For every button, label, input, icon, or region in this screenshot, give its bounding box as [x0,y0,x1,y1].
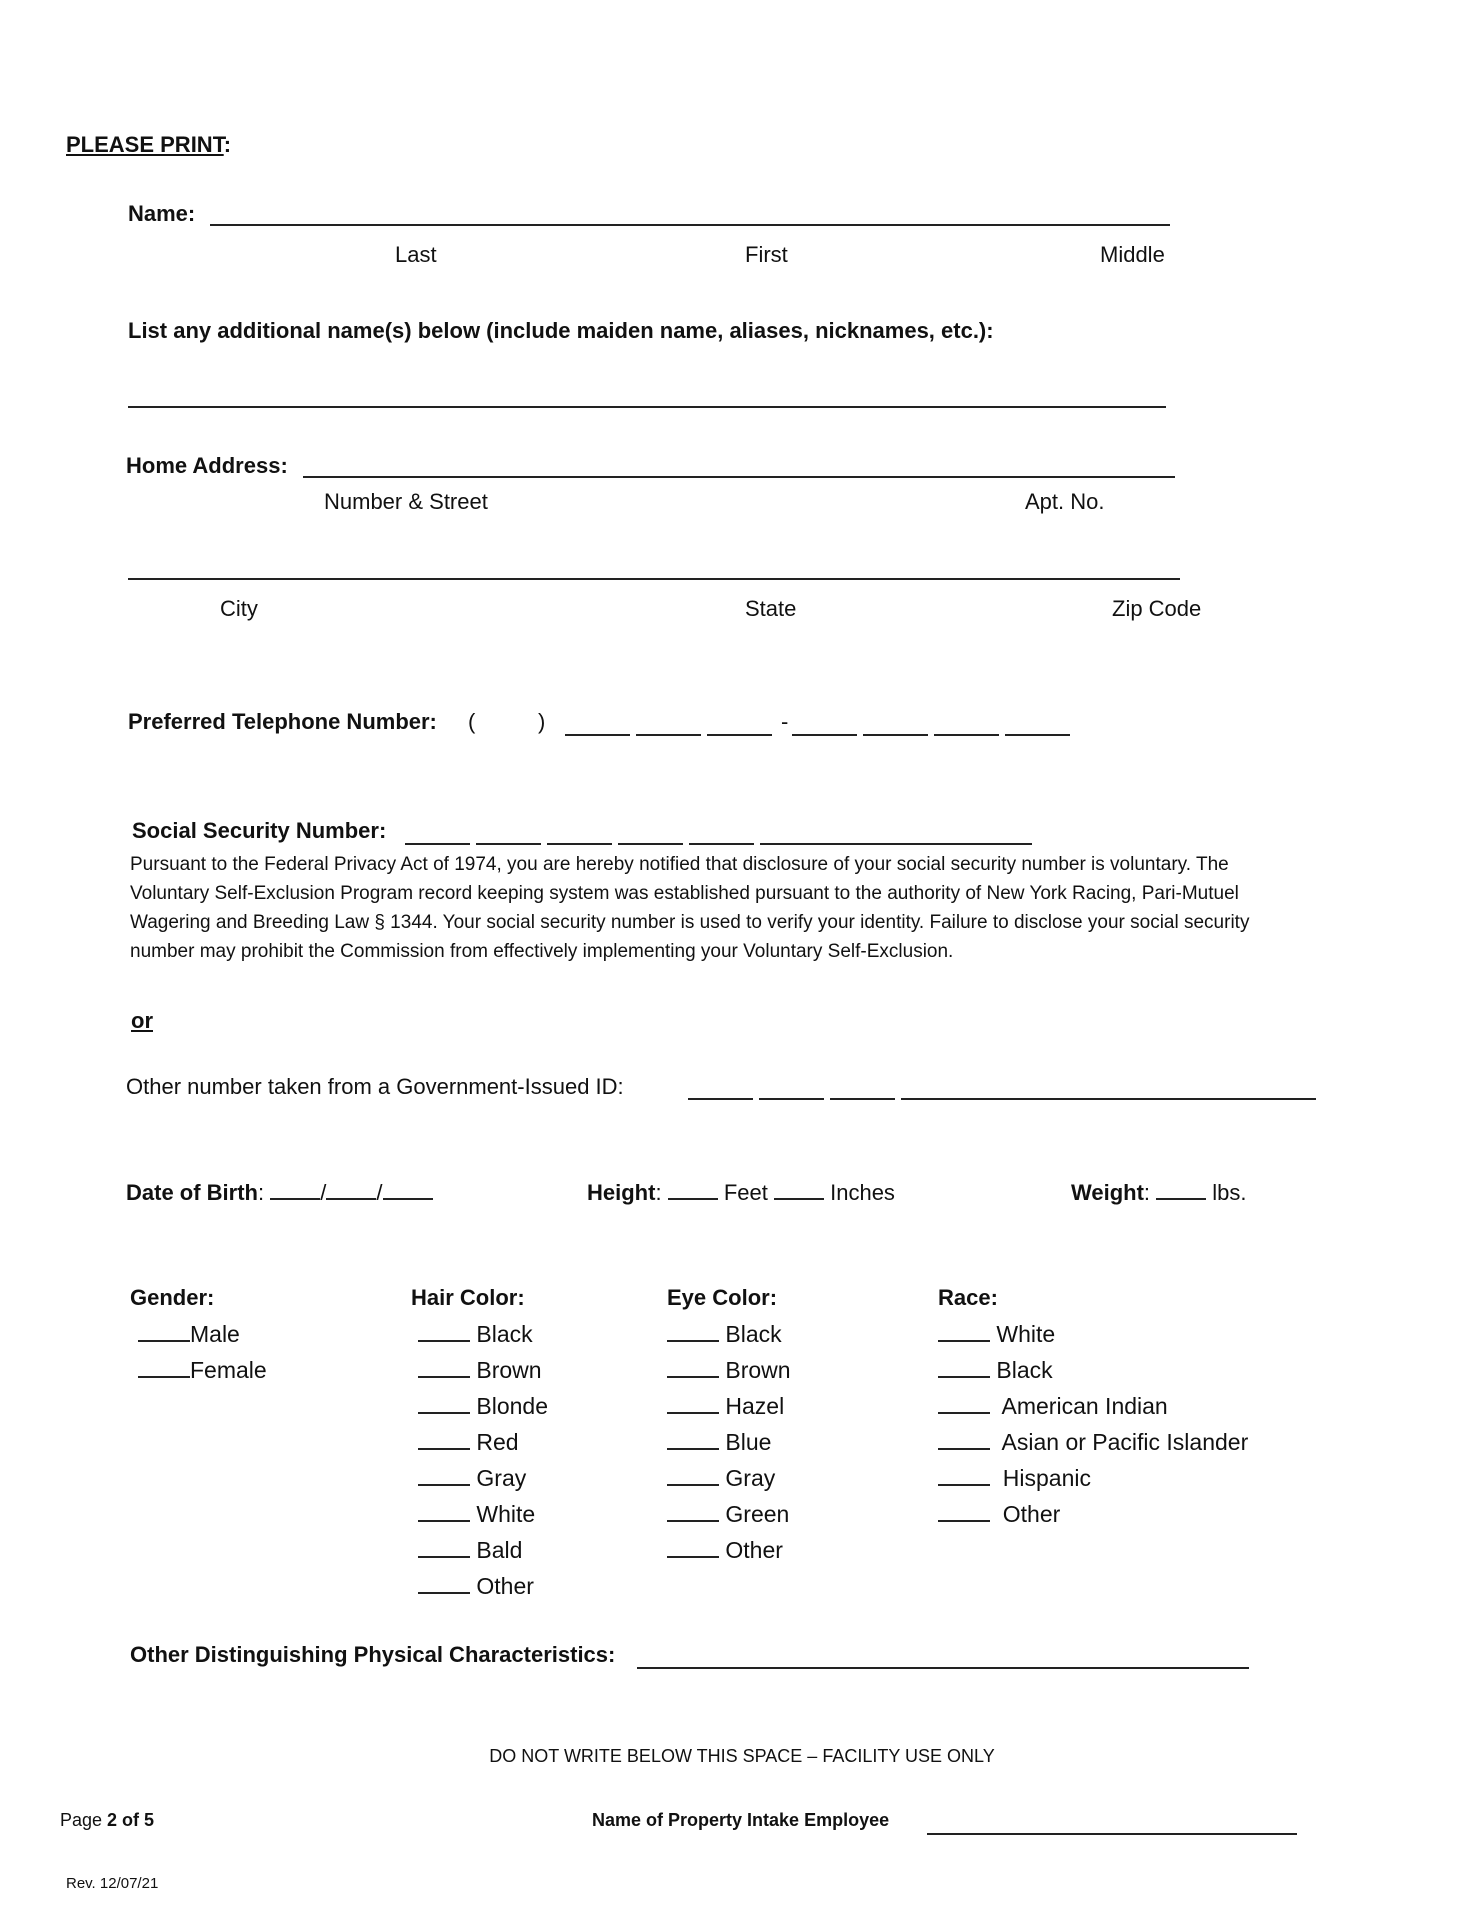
race-option-label: Other [1002,1501,1061,1527]
weight-field [1071,1178,1247,1206]
race-checkbox-blank[interactable] [938,1320,990,1342]
eye-option-label: Brown [725,1357,791,1383]
address-sub-street: Number & Street [324,489,488,514]
dob-label: Date of Birth [126,1180,258,1205]
ssn-blank-3[interactable] [547,843,612,845]
race-heading: Race: [938,1285,998,1310]
race-option-white[interactable] [938,1316,1248,1352]
name-input-line[interactable] [210,224,1170,226]
dob-slash-1: / [320,1180,327,1205]
page-number: 2 of 5 [107,1810,155,1830]
home-address-label: Home Address: [126,453,288,478]
eye-option-green[interactable] [667,1496,791,1532]
hair-checkbox-blank[interactable] [418,1320,470,1342]
eye-option-label: Hazel [725,1393,785,1419]
address-sub-city: City [220,596,258,621]
please-print-colon: : [223,132,232,157]
hair-option-gray[interactable] [411,1460,548,1496]
weight-colon: : [1143,1180,1151,1205]
dob-year-blank[interactable] [383,1178,433,1200]
race-checkbox-blank[interactable] [938,1500,990,1522]
eye-option-label: Blue [725,1429,772,1455]
eye-option-gray[interactable] [667,1460,791,1496]
race-column [938,1280,1248,1532]
hair-option-bald[interactable] [411,1532,548,1568]
eye-checkbox-blank[interactable] [667,1464,719,1486]
race-option-asian-pacific[interactable] [938,1424,1248,1460]
hair-option-label: Gray [476,1465,527,1491]
hair-option-label: Other [476,1573,534,1599]
telephone-close-paren: ) [538,709,546,734]
hair-option-label: Bald [476,1537,523,1563]
additional-names-label: List any additional name(s) below (include maiden name, aliases, nicknames, etc.): [128,318,994,343]
revision-date: Rev. 12/07/21 [66,1875,159,1892]
intake-employee-input-line[interactable] [927,1833,1297,1835]
privacy-line-3: Wagering and Breeding Law § 1344. Your social security number is used to verify your identity. Failure to disclose your social security [130,912,1250,933]
eye-color-column [667,1280,791,1568]
gender-checkbox-blank[interactable] [138,1320,190,1342]
eye-option-hazel[interactable] [667,1388,791,1424]
other-id-label: Other number taken from a Government-Issued ID: [126,1074,624,1099]
ssn-blank-4[interactable] [618,843,683,845]
hair-checkbox-blank[interactable] [418,1392,470,1414]
eye-color-heading: Eye Color: [667,1285,778,1310]
height-field [587,1178,895,1206]
hair-option-label: White [476,1501,536,1527]
eye-option-black[interactable] [667,1316,791,1352]
telephone-blank-5[interactable] [863,734,928,736]
telephone-blank-2[interactable] [636,734,701,736]
race-option-label: American Indian [1001,1393,1168,1419]
address-sub-state: State [745,596,797,621]
hair-option-white[interactable] [411,1496,548,1532]
hair-checkbox-blank[interactable] [418,1428,470,1450]
ssn-blank-1[interactable] [405,843,470,845]
name-sub-first: First [745,242,788,267]
hair-checkbox-blank[interactable] [418,1464,470,1486]
race-option-label: Black [996,1357,1053,1383]
hair-checkbox-blank[interactable] [418,1536,470,1558]
gender-option-label: Male [190,1321,240,1347]
height-label: Height [587,1180,656,1205]
gender-column [130,1280,267,1388]
distinguishing-input-line[interactable] [637,1667,1249,1669]
ssn-label: Social Security Number: [132,818,387,843]
hair-checkbox-blank[interactable] [418,1572,470,1594]
hair-checkbox-blank[interactable] [418,1356,470,1378]
gender-heading: Gender: [130,1285,215,1310]
eye-option-label: Green [725,1501,790,1527]
other-id-blank-2[interactable] [759,1098,824,1100]
weight-unit: lbs. [1212,1180,1247,1205]
gender-option-female[interactable] [130,1352,267,1388]
page-prefix: Page [60,1810,108,1830]
hair-color-heading: Hair Color: [411,1285,525,1310]
hair-option-label: Blonde [476,1393,549,1419]
hair-option-brown[interactable] [411,1352,548,1388]
name-sub-last: Last [395,242,437,267]
race-checkbox-blank[interactable] [938,1356,990,1378]
height-feet-unit: Feet [723,1180,768,1205]
dob-field [126,1178,433,1206]
race-option-other[interactable] [938,1496,1248,1532]
telephone-open-paren: ( [468,709,476,734]
telephone-blank-3[interactable] [707,734,772,736]
race-option-label: Asian or Pacific Islander [1001,1429,1249,1455]
eye-option-label: Black [725,1321,782,1347]
other-id-blank-4[interactable] [901,1098,1316,1100]
eye-checkbox-blank[interactable] [667,1356,719,1378]
eye-option-label: Gray [725,1465,776,1491]
other-id-blank-3[interactable] [830,1098,895,1100]
height-feet-blank[interactable] [668,1178,718,1200]
privacy-notice [130,850,1360,966]
address-sub-apt: Apt. No. [1025,489,1105,514]
distinguishing-label: Other Distinguishing Physical Characteristics: [130,1642,616,1667]
dob-month-blank[interactable] [270,1178,320,1200]
city-state-zip-input-line[interactable] [128,578,1180,580]
gender-option-label: Female [190,1357,267,1383]
eye-checkbox-blank[interactable] [667,1428,719,1450]
telephone-blank-4[interactable] [792,734,857,736]
dob-slash-2: / [376,1180,383,1205]
telephone-blank-1[interactable] [565,734,630,736]
street-input-line[interactable] [303,476,1175,478]
or-label: or [131,1008,153,1033]
race-checkbox-blank[interactable] [938,1464,990,1486]
facility-use-notice: DO NOT WRITE BELOW THIS SPACE – FACILITY USE ONLY [489,1746,995,1766]
ssn-blank-2[interactable] [476,843,541,845]
eye-option-label: Other [725,1537,783,1563]
privacy-line-4: number may prohibit the Commission from effectively implementing your Voluntary Self-Exclusion. [130,941,954,962]
other-id-blank-1[interactable] [688,1098,753,1100]
height-inches-blank[interactable] [774,1178,824,1200]
dob-colon: : [258,1180,265,1205]
ssn-blank-6[interactable] [760,843,1032,845]
address-sub-zip: Zip Code [1112,596,1202,621]
race-checkbox-blank[interactable] [938,1392,990,1414]
eye-option-blue[interactable] [667,1424,791,1460]
privacy-line-1: Pursuant to the Federal Privacy Act of 1974, you are hereby notified that disclosure of your social security number is voluntary. The [130,854,1229,875]
page-indicator [60,1810,154,1831]
dob-day-blank[interactable] [326,1178,376,1200]
hair-option-black[interactable] [411,1316,548,1352]
race-checkbox-blank[interactable] [938,1428,990,1450]
height-inches-unit: Inches [830,1180,895,1205]
race-option-label: White [996,1321,1056,1347]
hair-option-label: Red [476,1429,519,1455]
eye-option-brown[interactable] [667,1352,791,1388]
gender-option-male[interactable] [130,1316,267,1352]
telephone-blank-6[interactable] [934,734,999,736]
please-print-heading [66,132,231,158]
intake-employee-label: Name of Property Intake Employee [592,1810,890,1830]
hair-option-label: Brown [476,1357,542,1383]
race-option-label: Hispanic [1002,1465,1091,1491]
gender-checkbox-blank[interactable] [138,1356,190,1378]
hair-option-red[interactable] [411,1424,548,1460]
name-label: Name: [128,201,196,226]
name-sub-middle: Middle [1100,242,1165,267]
ssn-blank-5[interactable] [689,843,754,845]
hair-option-blonde[interactable] [411,1388,548,1424]
race-option-black[interactable] [938,1352,1248,1388]
additional-names-input-line[interactable] [128,406,1166,408]
eye-checkbox-blank[interactable] [667,1500,719,1522]
eye-checkbox-blank[interactable] [667,1536,719,1558]
hair-color-column [411,1280,548,1604]
weight-label: Weight [1071,1180,1144,1205]
telephone-label: Preferred Telephone Number: [128,709,437,734]
eye-checkbox-blank[interactable] [667,1392,719,1414]
weight-blank[interactable] [1156,1178,1206,1200]
hair-option-other[interactable] [411,1568,548,1604]
telephone-dash: - [781,709,789,734]
hair-option-label: Black [476,1321,533,1347]
privacy-line-2: Voluntary Self-Exclusion Program record keeping system was established pursuant to the authority of New York Racing, Pari-Mutuel [130,883,1239,904]
please-print-text: PLEASE PRINT [66,132,224,157]
hair-checkbox-blank[interactable] [418,1500,470,1522]
height-colon: : [655,1180,662,1205]
eye-checkbox-blank[interactable] [667,1320,719,1342]
race-option-american-indian[interactable] [938,1388,1248,1424]
eye-option-other[interactable] [667,1532,791,1568]
telephone-blank-7[interactable] [1005,734,1070,736]
race-option-hispanic[interactable] [938,1460,1248,1496]
